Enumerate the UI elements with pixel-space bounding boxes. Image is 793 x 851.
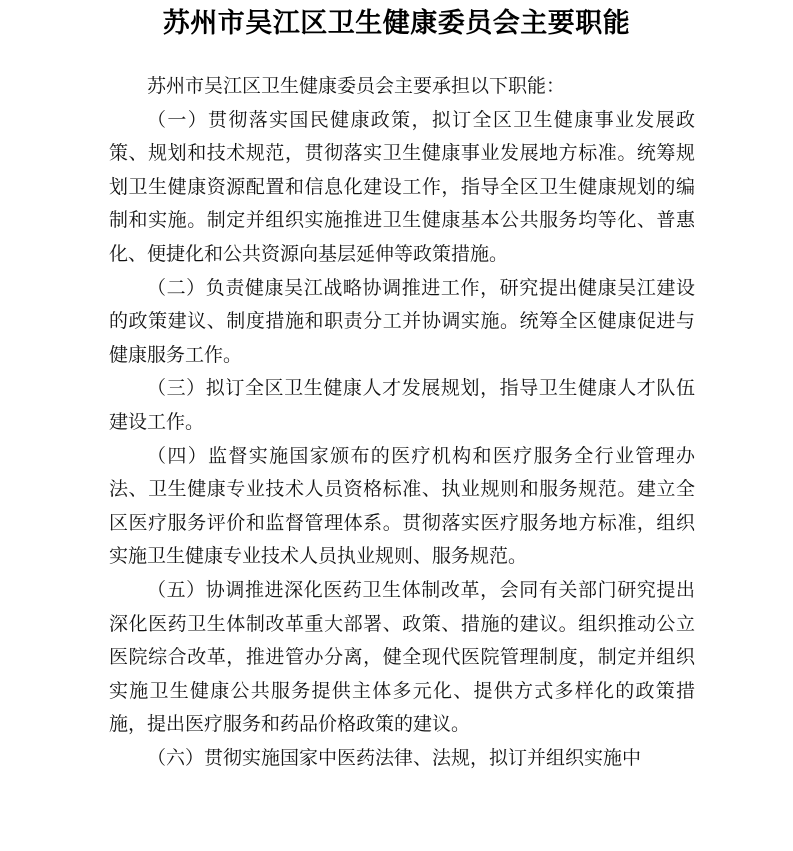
- document-title: 苏州市吴江区卫生健康委员会主要职能: [162, 8, 631, 39]
- paragraph-item-3: （三）拟订全区卫生健康人才发展规划，指导卫生健康人才队伍建设工作。: [109, 377, 695, 433]
- paragraph-item-5: （五）协调推进深化医药卫生体制改革，会同有关部门研究提出深化医药卫生体制改革重大部署、政策、措施的建议。组织推动公立医院综合改革，推进管办分离，健全现代医院管理制度，制定并组织实施卫生健康公共服务提供主体多元化、提供方式多样化的政策措施，提出医疗服务和药品价格政策的建议。: [109, 578, 695, 736]
- paragraph-item-6: （六）贯彻实施国家中医药法律、法规，拟订并组织实施中: [147, 746, 642, 769]
- paragraph-item-4: （四）监督实施国家颁布的医疗机构和医疗服务全行业管理办法、卫生健康专业技术人员资格标准、执业规则和服务规范。建立全区医疗服务评价和监督管理体系。贯彻落实医疗服务地方标准，组织实施卫生健康专业技术人员执业规则、服务规范。: [109, 444, 695, 568]
- document-body: [109, 70, 695, 775]
- paragraph-item-2: （二）负责健康吴江战略协调推进工作，研究提出健康吴江建设的政策建议、制度措施和职责分工并协调实施。统筹全区健康促进与健康服务工作。: [109, 276, 695, 366]
- paragraph-intro: 苏州市吴江区卫生健康委员会主要承担以下职能：: [147, 75, 566, 97]
- paragraph-item-1: （一）贯彻落实国民健康政策，拟订全区卫生健康事业发展政策、规划和技术规范，贯彻落实卫生健康事业发展地方标准。统筹规划卫生健康资源配置和信息化建设工作，指导全区卫生健康规划的编制和实施。制定并组织实施推进卫生健康基本公共服务均等化、普惠化、便捷化和公共资源向基层延伸等政策措施。: [109, 108, 695, 265]
